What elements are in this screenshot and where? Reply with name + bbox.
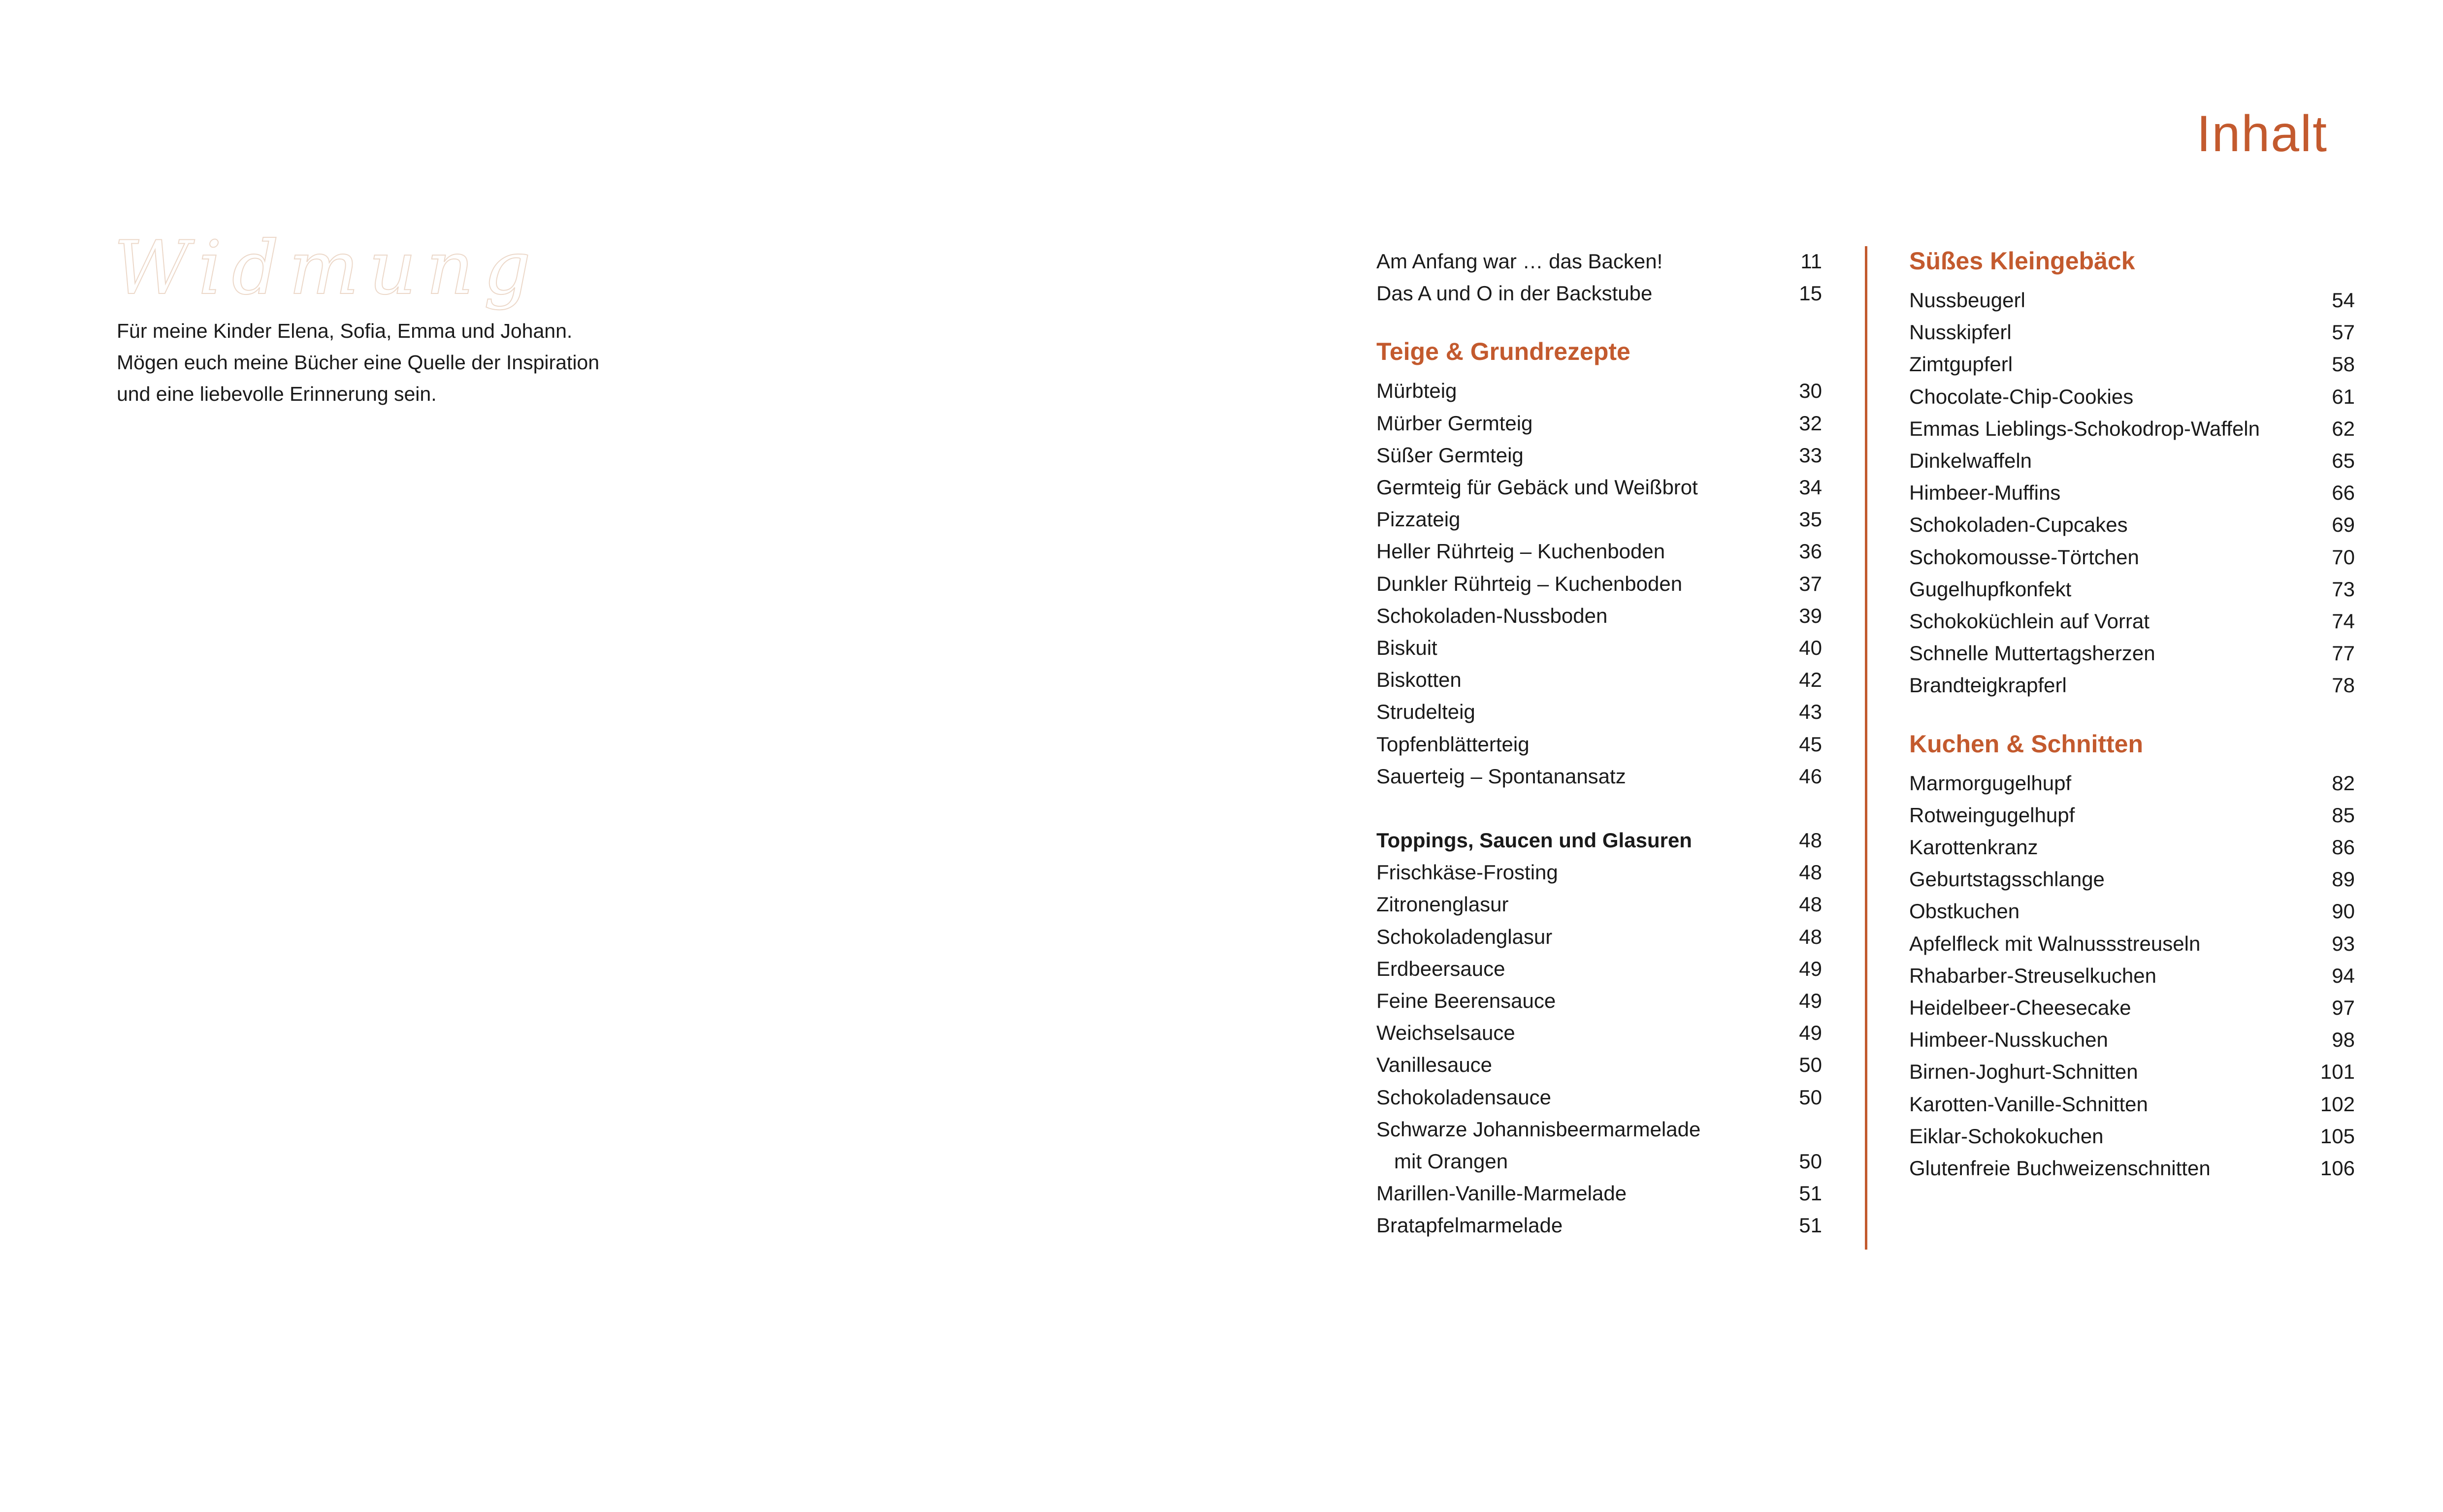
toc-entry-title: Chocolate-Chip-Cookies <box>1909 385 2134 408</box>
toc-entry[interactable] <box>1376 1209 1822 1241</box>
toc-entry[interactable] <box>1376 696 1822 728</box>
toc-page-number: 15 <box>1799 282 1822 305</box>
toc-entry[interactable] <box>1909 637 2355 669</box>
toc-entry[interactable] <box>1909 669 2355 701</box>
toc-page-number: 49 <box>1799 1021 1822 1045</box>
toc-entry-title: Rhabarber-Streuselkuchen <box>1909 964 2156 987</box>
toc-page-number: 48 <box>1799 925 1822 948</box>
toc-entry[interactable] <box>1909 413 2355 445</box>
dedication-block <box>114 225 757 410</box>
toc-entry[interactable] <box>1909 573 2355 605</box>
toc-entry-title: Schokoladen-Cupcakes <box>1909 513 2128 537</box>
toc-entry[interactable] <box>1376 568 1822 600</box>
toc-entry-title: Apfelfleck mit Walnussstreuseln <box>1909 932 2201 955</box>
toc-entry-title: Heller Rührteig – Kuchenboden <box>1376 540 1665 563</box>
toc-page-number: 61 <box>2332 385 2355 408</box>
toc-page-number: 74 <box>2332 610 2355 633</box>
toc-entry-title: Am Anfang war … das Backen! <box>1376 250 1663 273</box>
toc-entry[interactable] <box>1376 953 1822 985</box>
toc-page-number: 40 <box>1799 636 1822 660</box>
toc-page-number: 66 <box>2332 481 2355 505</box>
toc-entry-title: Gugelhupfkonfekt <box>1909 577 2072 601</box>
toc-entry[interactable] <box>1376 503 1822 535</box>
toc-entry[interactable] <box>1909 348 2355 380</box>
toc-entry[interactable] <box>1909 1056 2355 1088</box>
toc-page-number: 94 <box>2332 964 2355 987</box>
toc-page-number: 90 <box>2332 900 2355 923</box>
toc-page-number: 93 <box>2332 932 2355 955</box>
section-heading-teige: Teige & Grundrezepte <box>1376 338 1630 366</box>
toc-entry[interactable] <box>1376 1017 1822 1049</box>
toc-list-teige <box>1376 375 1822 792</box>
toc-entry[interactable] <box>1376 985 1822 1017</box>
toc-page-number: 45 <box>1799 732 1822 756</box>
toc-entry-title: Geburtstagsschlange <box>1909 868 2105 891</box>
toc-entry-title: Heidelbeer-Cheesecake <box>1909 996 2131 1020</box>
toc-page-number: 51 <box>1799 1214 1822 1237</box>
toc-entry-title: Zimtgupferl <box>1909 353 2013 376</box>
toc-entry[interactable] <box>1376 535 1822 567</box>
toc-entry[interactable] <box>1909 316 2355 348</box>
toc-page-number: 69 <box>2332 513 2355 537</box>
toc-entry[interactable] <box>1376 856 1822 888</box>
toc-entry-title: Dinkelwaffeln <box>1909 449 2032 473</box>
toc-entry[interactable] <box>1376 245 1822 277</box>
section-heading-kleingebaeck: Süßes Kleingebäck <box>1909 247 2135 275</box>
toc-page-number: 11 <box>1800 250 1822 273</box>
toc-page-number: 106 <box>2320 1157 2355 1180</box>
toc-page-number: 57 <box>2332 321 2355 344</box>
toc-entry-title: Mürber Germteig <box>1376 411 1533 435</box>
toc-page-number: 33 <box>1799 443 1822 467</box>
toc-entry-title: Sauerteig – Spontanansatz <box>1376 764 1626 788</box>
toc-entry[interactable] <box>1376 760 1822 792</box>
toc-entry[interactable] <box>1909 895 2355 927</box>
toc-page-number: 85 <box>2332 803 2355 827</box>
toc-page-number: 43 <box>1799 700 1822 724</box>
toc-page-number: 105 <box>2320 1124 2355 1148</box>
toc-entry-title: Schokoladensauce <box>1376 1085 1551 1109</box>
toc-entry-title: Toppings, Saucen und Glasuren <box>1376 829 1692 852</box>
toc-entry-title: Biskotten <box>1376 668 1462 692</box>
toc-entry-title: Vanillesauce <box>1376 1053 1493 1077</box>
toc-entry[interactable] <box>1376 632 1822 664</box>
toc-entry-title: Schokomousse-Törtchen <box>1909 545 2139 569</box>
toc-entry[interactable] <box>1909 992 2355 1024</box>
toc-page-number: 36 <box>1799 540 1822 563</box>
toc-page-number: 98 <box>2332 1028 2355 1052</box>
toc-entry-title: Schokoladen-Nussboden <box>1376 604 1608 627</box>
toc-page-number: 50 <box>1799 1085 1822 1109</box>
toc-entry-title: Das A und O in der Backstube <box>1376 282 1653 305</box>
toc-page-number: 89 <box>2332 868 2355 891</box>
toc-list-toppings <box>1376 856 1822 1241</box>
toc-page-number: 39 <box>1799 604 1822 627</box>
toc-entry[interactable] <box>1909 1088 2355 1120</box>
toc-entry-title: Nussbeugerl <box>1909 289 2025 312</box>
toc-entry-title: Dunkler Rührteig – Kuchenboden <box>1376 572 1683 595</box>
toc-page-number: 51 <box>1799 1182 1822 1205</box>
toc-entry-title: Weichselsauce <box>1376 1021 1515 1045</box>
toc-entry[interactable] <box>1376 407 1822 439</box>
toc-entry[interactable] <box>1376 375 1822 407</box>
toc-entry-title: Pizzateig <box>1376 508 1461 531</box>
dedication-line: Mögen euch meine Bücher eine Quelle der Inspiration <box>117 351 600 374</box>
toc-entry[interactable] <box>1376 921 1822 953</box>
toc-page-number: 48 <box>1799 861 1822 884</box>
toc-entry[interactable] <box>1909 1024 2355 1056</box>
toc-page-number: 49 <box>1799 989 1822 1013</box>
toc-page-number: 54 <box>2332 289 2355 312</box>
toc-entry[interactable] <box>1376 439 1822 471</box>
toc-entry[interactable] <box>1909 1120 2355 1152</box>
page-title: Inhalt <box>2196 105 2328 162</box>
toc-entry[interactable] <box>1909 960 2355 992</box>
column-divider <box>1865 246 1867 1250</box>
toc-entry-title: Nusskipferl <box>1909 321 2012 344</box>
toc-entry[interactable] <box>1376 664 1822 696</box>
toc-entry[interactable] <box>1909 445 2355 477</box>
toc-entry-title: Schnelle Muttertagsherzen <box>1909 642 2155 665</box>
toc-entry[interactable] <box>1909 284 2355 316</box>
toc-entry[interactable] <box>1376 600 1822 632</box>
toc-column-left <box>1376 245 1822 1242</box>
toc-entry-title: Karottenkranz <box>1909 836 2038 859</box>
toc-intro-list <box>1376 245 1822 309</box>
toc-page-number: 32 <box>1799 411 1822 435</box>
toc-entry[interactable] <box>1376 471 1822 503</box>
toc-page-number: 34 <box>1799 476 1822 499</box>
toc-page-number: 42 <box>1799 668 1822 692</box>
dedication-line: Für meine Kinder Elena, Sofia, Emma und Johann. <box>117 320 573 342</box>
toc-entry-title: Himbeer-Nusskuchen <box>1909 1028 2108 1052</box>
toc-page-number: 101 <box>2320 1060 2355 1084</box>
toc-entry[interactable] <box>1909 477 2355 509</box>
toc-entry[interactable] <box>1909 541 2355 573</box>
toc-page-number: 50 <box>1799 1053 1822 1077</box>
toc-entry-title: Bratapfelmarmelade <box>1376 1214 1563 1237</box>
toc-entry-title: Rotweingugelhupf <box>1909 803 2075 827</box>
toc-entry-title: Süßer Germteig <box>1376 443 1524 467</box>
toc-entry-title: Birnen-Joghurt-Schnitten <box>1909 1060 2138 1084</box>
toc-entry-title: Obstkuchen <box>1909 900 2020 923</box>
toc-entry-title: Topfenblätterteig <box>1376 732 1530 756</box>
toc-entry-title: Zitronenglasur <box>1376 893 1509 916</box>
toc-entry[interactable] <box>1909 863 2355 895</box>
toc-entry-title: Eiklar-Schokokuchen <box>1909 1124 2104 1148</box>
toc-entry-title: Biskuit <box>1376 636 1437 660</box>
toc-page-number: 58 <box>2332 353 2355 376</box>
toc-entry[interactable] <box>1376 728 1822 760</box>
toc-page-number: 62 <box>2332 417 2355 440</box>
toc-page-number: 65 <box>2332 449 2355 473</box>
toc-page-number: 70 <box>2332 545 2355 569</box>
toc-page-number: 35 <box>1799 508 1822 531</box>
toc-entry[interactable] <box>1376 1049 1822 1081</box>
toc-entry[interactable] <box>1376 888 1822 920</box>
toc-list-kleingebaeck <box>1909 284 2355 702</box>
dedication-line: und eine liebevolle Erinnerung sein. <box>117 383 437 405</box>
section-heading-kuchen: Kuchen & Schnitten <box>1909 730 2144 758</box>
toc-entry[interactable] <box>1909 831 2355 863</box>
toc-page-number: 48 <box>1799 829 1822 852</box>
toc-entry-title: Glutenfreie Buchweizenschnitten <box>1909 1157 2211 1180</box>
toc-page-number: 50 <box>1799 1150 1822 1173</box>
toc-entry-title: Marmorgugelhupf <box>1909 771 2072 795</box>
dedication-script-title: Widmung <box>114 225 541 311</box>
toc-entry-title: Schokoladenglasur <box>1376 925 1553 948</box>
section-heading-toppings[interactable] <box>1376 824 1822 856</box>
toc-entry[interactable] <box>1909 928 2355 960</box>
toc-page-number: 77 <box>2332 642 2355 665</box>
toc-entry[interactable] <box>1376 277 1822 309</box>
toc-page-number: 49 <box>1799 957 1822 980</box>
toc-entry-title: Karotten-Vanille-Schnitten <box>1909 1092 2148 1116</box>
toc-entry-title: Feine Beerensauce <box>1376 989 1556 1013</box>
toc-page-number: 30 <box>1799 379 1822 403</box>
toc-column-right <box>1909 245 2355 1184</box>
toc-entry-title: Frischkäse-Frosting <box>1376 861 1558 884</box>
toc-page-number: 78 <box>2332 674 2355 697</box>
toc-entry[interactable] <box>1376 1081 1822 1113</box>
toc-entry[interactable] <box>1909 799 2355 831</box>
dedication-text <box>117 315 757 410</box>
toc-entry[interactable] <box>1909 605 2355 637</box>
toc-page-number: 82 <box>2332 771 2355 795</box>
toc-page-number: 86 <box>2332 836 2355 859</box>
toc-page-number: 46 <box>1799 764 1822 788</box>
toc-entry-title: Schokoküchlein auf Vorrat <box>1909 610 2150 633</box>
toc-entry[interactable] <box>1909 1152 2355 1184</box>
toc-entry-wrapped[interactable]: Schwarze Johannisbeermarmelade mit Orangen 50 <box>1376 1113 1822 1177</box>
toc-entry-title: Mürbteig <box>1376 379 1457 403</box>
toc-entry[interactable] <box>1909 509 2355 541</box>
toc-page-number: 73 <box>2332 577 2355 601</box>
toc-list-kuchen <box>1909 767 2355 1185</box>
toc-entry-title: Strudelteig <box>1376 700 1475 724</box>
toc-entry-title: Brandteigkrapferl <box>1909 674 2067 697</box>
toc-entry[interactable] <box>1376 1177 1822 1209</box>
toc-entry-title: Germteig für Gebäck und Weißbrot <box>1376 476 1698 499</box>
toc-entry-title: Emmas Lieblings-Schokodrop-Waffeln <box>1909 417 2260 440</box>
toc-entry-title: Erdbeersauce <box>1376 957 1505 980</box>
toc-entry-title: Himbeer-Muffins <box>1909 481 2061 505</box>
toc-entry-title: Marillen-Vanille-Marmelade <box>1376 1182 1627 1205</box>
toc-page-number: 102 <box>2320 1092 2355 1116</box>
toc-entry[interactable] <box>1909 381 2355 413</box>
toc-page-number: 97 <box>2332 996 2355 1020</box>
toc-page-number: 37 <box>1799 572 1822 595</box>
toc-page-number: 48 <box>1799 893 1822 916</box>
toc-entry[interactable] <box>1909 767 2355 799</box>
